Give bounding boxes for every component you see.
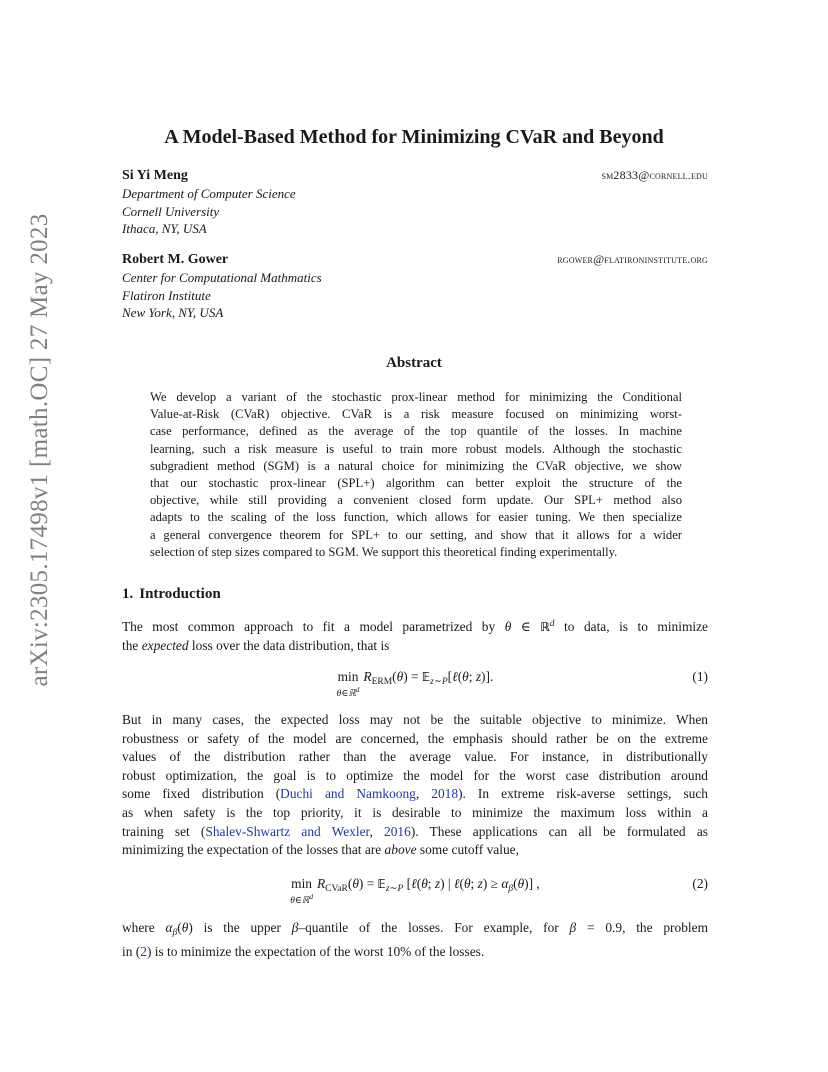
abstract-line: selection of step sizes compared to SGM. We support this theoretical finding experimentally.	[150, 544, 618, 559]
abstract-text	[150, 389, 682, 561]
affiliation-line: Flatiron Institute	[122, 287, 211, 303]
abstract-line: case performance, defined as the average of the top quantile of the losses. In machine	[150, 424, 682, 439]
author-name: Si Yi Meng	[122, 168, 188, 183]
abstract-line: objective, while still providing a convenient closed form update. Our SPL+ method also	[150, 493, 682, 508]
intro-paragraph-1	[122, 615, 708, 655]
abstract-line: that our stochastic prox-linear (SPL+) algorithm can better exploit the structure of the	[150, 476, 682, 491]
abstract-line: We develop a variant of the stochastic prox-linear method for minimizing the Conditional	[150, 390, 682, 404]
citation-year-link[interactable]: 2018	[431, 786, 459, 802]
abstract-line: learning, such a risk measure is useful to train more robust models. Although the stochastic	[150, 441, 682, 456]
paragraph-line: training set (Shalev-Shwartz and Wexler, 2016). These applications can all be formulated as	[122, 823, 708, 839]
affiliation-line: New York, NY, USA	[122, 305, 224, 320]
equation-reference-link[interactable]: 2	[140, 943, 147, 959]
arxiv-identifier-stamp: arXiv:2305.17498v1 [math.OC] 27 May 2023	[26, 213, 53, 687]
affiliation-line: Cornell University	[122, 203, 220, 219]
equation-number: (2)	[692, 876, 708, 891]
section-number: 1.	[122, 586, 134, 602]
author-block-1	[122, 167, 708, 238]
author-email: rgower@flatironinstitute.org	[557, 252, 708, 266]
abstract-line: subgradient method (SGM) is a natural choice for minimizing the CVaR objective, we show	[150, 458, 682, 473]
affiliation-line: Department of Computer Science	[122, 186, 296, 201]
paragraph-line: in (2) is to minimize the expectation of the worst 10% of the losses.	[122, 943, 485, 959]
paragraph-line: some fixed distribution (Duchi and Namkoong, 2018). In extreme risk-averse settings, such	[122, 786, 708, 802]
abstract-heading: Abstract	[386, 355, 442, 371]
paragraph-line: the expected loss over the data distribution, that is	[122, 637, 390, 653]
abstract-line: a general convergence theorem for SPL+ to our setting, and show that it allows for a wider	[150, 527, 682, 542]
affiliation-line: Center for Computational Mathmatics	[122, 270, 322, 285]
paragraph-line: The most common approach to fit a model parametrized by θ ∈ ℝ$^d$ to data, is to minimize	[122, 619, 708, 634]
paragraph-line: minimizing the expectation of the losses that are above some cutoff value,	[122, 842, 519, 858]
affiliation-line: Ithaca, NY, USA	[122, 221, 207, 236]
paragraph-line: robustness or safety of the model are concerned, the emphasis should rather be on the extreme	[122, 730, 708, 746]
citation-year-link[interactable]: 2016	[384, 823, 411, 839]
citation-link[interactable]: Shalev-Shwartz and Wexler	[205, 823, 370, 839]
equation-number: (1)	[692, 669, 708, 684]
citation-link[interactable]: Duchi and Namkoong	[280, 786, 416, 802]
section-title: Introduction	[139, 586, 221, 602]
intro-paragraph-2	[122, 711, 708, 860]
intro-paragraph-3	[122, 919, 708, 961]
author-email: sm2833@cornell.edu	[601, 168, 708, 182]
equation-1	[122, 669, 708, 699]
equation-2-body: min θ∈ℝ$^d$ $R_{CVaR}(\theta)$ = 𝔼$_{z\sim P}$ [ℓ(θ; z) | ℓ(θ; $z) \ge \alpha_\beta(\theta)$] ,	[290, 876, 540, 907]
paragraph-line: values of the distribution rather than the average value. For instance, in distributionally	[122, 749, 708, 765]
equation-2	[122, 876, 708, 906]
author-name: Robert M. Gower	[122, 252, 229, 267]
equation-1-body: min θ∈ℝ$^d$ $R_{ERM}(\theta)$ = 𝔼$_{z\sim P}$[ℓ(θ; z)].	[336, 669, 494, 700]
paper-title: A Model-Based Method for Minimizing CVaR and Beyond	[164, 126, 664, 148]
paragraph-line: But in many cases, the expected loss may not be the suitable objective to minimize. When	[122, 712, 708, 727]
abstract-line: adapts to the scaling of the loss function, which allows for easier tuning. We then specialize	[150, 510, 682, 525]
paragraph-line: where $\alpha_\beta(\theta)$ is the upper β–quantile of the losses. For example, for β = 0.9, the problem	[122, 920, 708, 938]
section-heading-introduction	[122, 586, 221, 603]
paragraph-line: as when safety is the top priority, it is desirable to minimize the maximum loss within a	[122, 804, 708, 820]
paragraph-line: robust optimization, the goal is to optimize the model for the worst case distribution around	[122, 767, 708, 783]
abstract-line: Value-at-Risk (CVaR) objective. CVaR is a risk measure focused on minimizing worst-	[150, 407, 682, 422]
author-block-2	[122, 251, 708, 322]
